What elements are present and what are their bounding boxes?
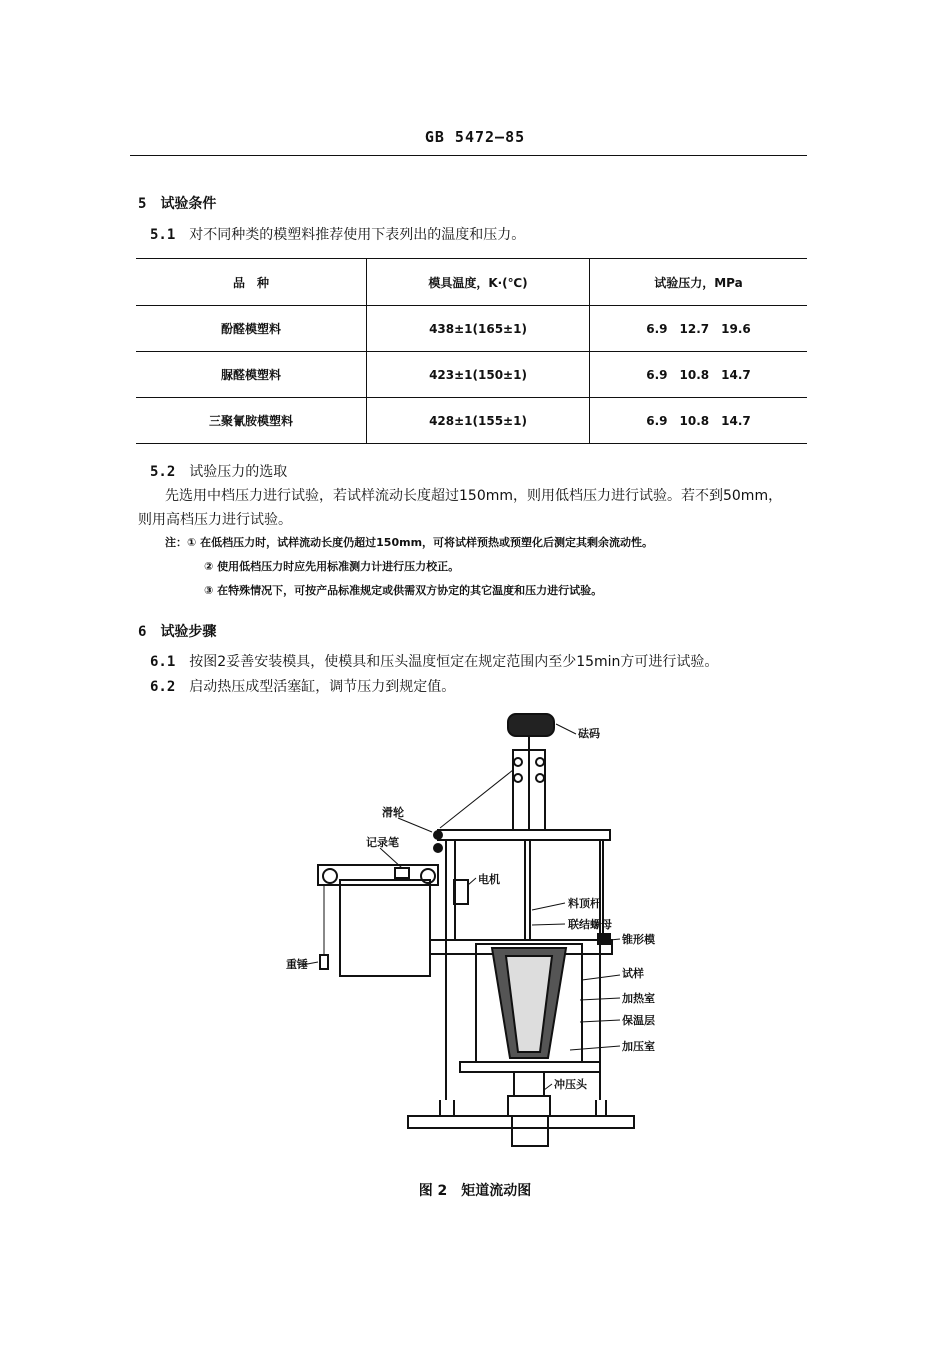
leader-line xyxy=(556,724,576,734)
guide-roller-icon xyxy=(514,774,522,782)
guide-roller-icon xyxy=(514,758,522,766)
counterweight xyxy=(320,955,328,969)
clause-6-1-text: 按图2妥善安装模具，使模具和压头温度恒定在规定范围内至少15min方可进行试验。 xyxy=(189,654,719,670)
label-punch: 冲压头 xyxy=(554,1078,587,1091)
pulley-icon xyxy=(434,844,442,852)
table-header-cell: 模具温度，K·(℃) xyxy=(367,259,590,306)
note-3: ③ 在特殊情况下，可按产品标准规定或供需双方协定的其它温度和压力进行试验。 xyxy=(204,584,603,597)
recording-pen xyxy=(395,868,409,878)
base-plate xyxy=(408,1116,634,1128)
clause-6-2-number: 6.2 xyxy=(150,679,176,695)
clause-5-2-paragraph-line1: 先选用中档压力进行试验，若试样流动长度超过150mm，则用低档压力进行试验。若不到50mm， xyxy=(165,488,783,504)
label-ejector: 料顶杆 xyxy=(568,897,601,910)
note-2: ② 使用低档压力时应先用标准测力计进行压力校正。 xyxy=(204,560,460,573)
motor-box xyxy=(454,880,468,904)
section-6-title: 试验步骤 xyxy=(160,624,217,640)
label-pulley: 滑轮 xyxy=(382,806,404,819)
table-header-cell: 品 种 xyxy=(136,259,367,306)
section-5-number: 5 xyxy=(138,196,147,212)
pulley-cable xyxy=(440,770,513,828)
label-sample: 试样 xyxy=(622,967,644,980)
clause-5-2-title: 试验压力的选取 xyxy=(189,464,288,480)
label-counterweight: 重锤 xyxy=(286,958,308,971)
leader-line xyxy=(532,903,565,910)
top-crossbar xyxy=(438,830,610,840)
table-cell: 423±1(150±1) xyxy=(367,352,590,398)
leader-line xyxy=(532,924,565,925)
label-weight: 砝码 xyxy=(578,727,600,740)
table-cell: 6.9 10.8 14.7 xyxy=(590,352,808,398)
lower-platen xyxy=(460,1062,600,1072)
pulley-icon xyxy=(434,831,442,839)
section-6-number: 6 xyxy=(138,624,147,640)
document-header: GB 5472—85 xyxy=(424,128,526,146)
recorder-roller-icon xyxy=(323,869,337,883)
table-cell: 酚醛模塑料 xyxy=(136,306,367,352)
leader-line xyxy=(468,878,476,885)
clause-5-2-paragraph-line2: 则用高档压力进行试验。 xyxy=(138,512,292,528)
label-heating: 加热室 xyxy=(622,992,655,1005)
cone-mold-marker xyxy=(598,934,610,944)
label-pen: 记录笔 xyxy=(366,836,399,849)
piston-top xyxy=(508,1096,550,1116)
label-pressure: 加压室 xyxy=(622,1040,655,1053)
guide-roller-icon xyxy=(536,774,544,782)
punch-head xyxy=(514,1072,544,1096)
clause-5-2-number: 5.2 xyxy=(150,464,176,480)
table-cell: 6.9 12.7 19.6 xyxy=(590,306,808,352)
table-cell: 三聚氰胺模塑料 xyxy=(136,398,367,444)
leader-line xyxy=(544,1084,552,1090)
table-cell: 脲醛模塑料 xyxy=(136,352,367,398)
clause-5-1-text: 对不同种类的模塑料推荐使用下表列出的温度和压力。 xyxy=(189,227,526,243)
note-1: 注：① 在低档压力时，试样流动长度仍超过150mm，可将试样预热或预塑化后测定其剩余流动性。 xyxy=(165,536,654,549)
leader-line xyxy=(570,1046,620,1050)
table-header-cell: 试验压力，MPa xyxy=(590,259,808,306)
label-cone: 锥形模 xyxy=(622,933,655,946)
label-insulation: 保温层 xyxy=(622,1014,655,1027)
table-cell: 428±1(155±1) xyxy=(367,398,590,444)
clause-5-1-number: 5.1 xyxy=(150,227,176,243)
weight-block xyxy=(508,714,554,736)
label-motor: 电机 xyxy=(478,873,500,886)
table-cell: 6.9 10.8 14.7 xyxy=(590,398,808,444)
table-cell: 438±1(165±1) xyxy=(367,306,590,352)
piston-rod xyxy=(512,1116,548,1146)
clause-6-1-number: 6.1 xyxy=(150,654,176,670)
figure-caption: 图 2 矩道流动图 xyxy=(418,1183,532,1199)
section-5-title: 试验条件 xyxy=(160,196,217,212)
label-nut: 联结螺母 xyxy=(568,918,612,931)
leader-line xyxy=(398,818,432,832)
recorder-drum xyxy=(340,880,430,976)
guide-roller-icon xyxy=(536,758,544,766)
clause-6-2-text: 启动热压成型活塞缸，调节压力到规定值。 xyxy=(189,679,456,695)
